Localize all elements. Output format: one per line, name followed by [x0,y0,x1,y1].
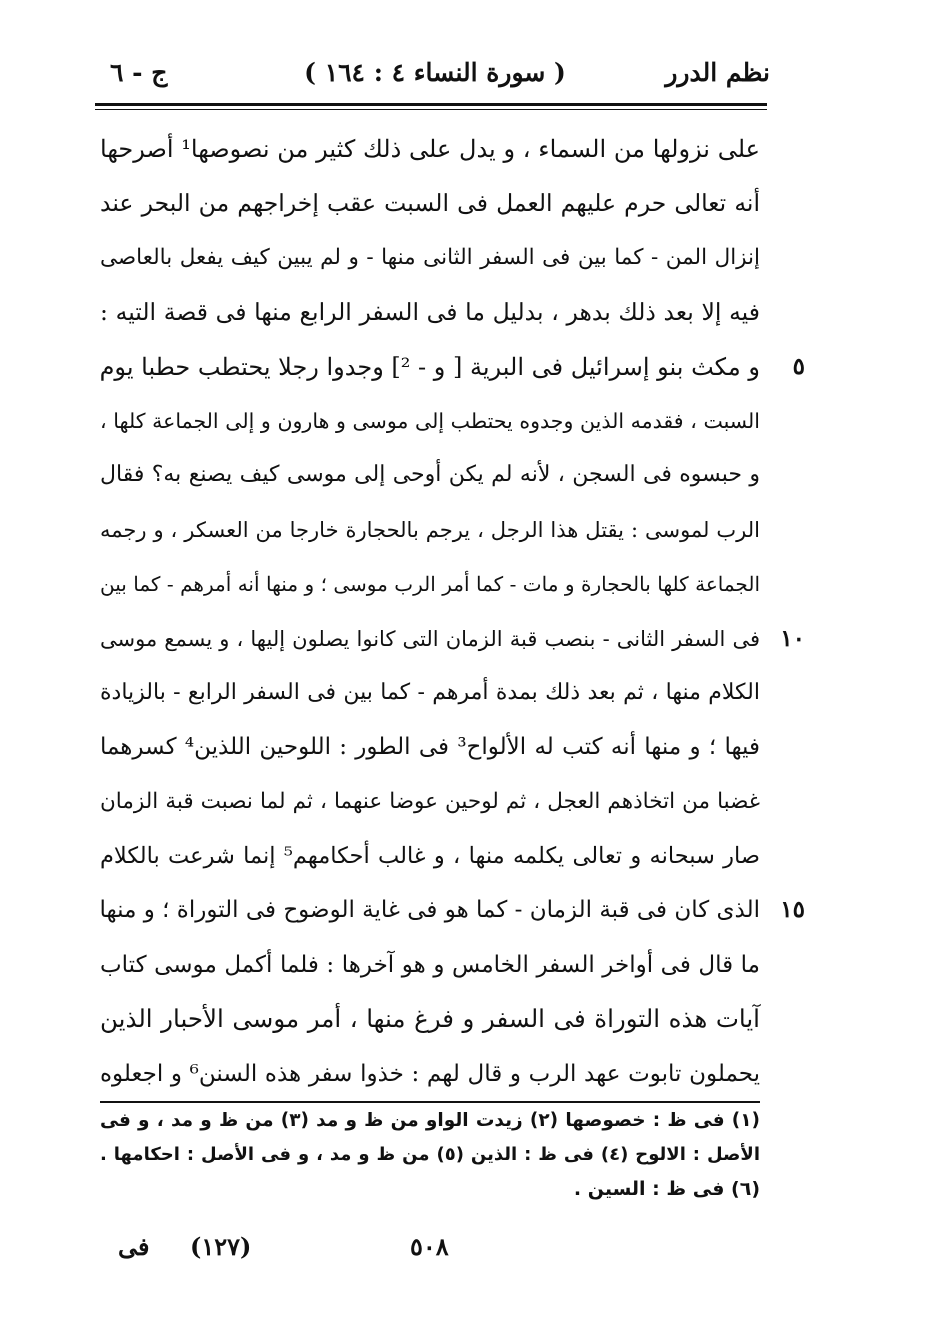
text-line [100,829,760,883]
text-line [100,992,760,1046]
volume-number: ج - ٦ [110,58,168,87]
header-rule-thin [95,109,767,110]
text-line [100,503,760,557]
text-line [100,122,760,176]
text-line [100,285,760,339]
catchword: فى [118,1232,150,1261]
page-number: ٥٠٨ [410,1232,449,1261]
header-rule [95,103,767,106]
line-text: الذى كان فى قبة الزمان - كما هو فى غاية الوضوح فى التوراة ؛ و منها [99,897,760,924]
text-line [99,883,805,937]
line-text: ما قال فى أواخر السفر الخامس و هو آخرها : فلما أكمل موسى كتاب [100,951,760,978]
line-text: يحملون تابوت عهد الرب و قال لهم : خذوا سفر هذه السنن⁶ و اجعلوه [100,1060,760,1087]
line-number: ١٥ [780,896,805,924]
line-text: صار سبحانه و تعالى يكلمه منها ، و غالب أحكامهم⁵ إنما شرعت بالكلام [100,843,760,870]
line-text: فيها ؛ و منها أنه كتب له الألواح³ فى الطور : اللوحين اللذين⁴ كسرهما [100,734,760,761]
footnote-line: (١) فى ظ : خصوصها (٢) زيدت الواو من ظ و مد (٣) من ظ و مد ، و فى [100,1110,760,1131]
text-line [100,666,760,720]
line-text: إنزال المن - كما بين فى السفر الثانى منها - و لم يبين كيف يفعل بالعاصى [100,244,760,270]
footnotes [100,1104,760,1206]
line-text: و مكث بنو إسرائيل فى البرية [ و - ²] وجدوا رجلا يحتطب حطبا يوم [99,352,760,381]
text-line [100,176,760,230]
line-number: ١٠ [780,624,805,652]
part-marker: (١٢٧) [190,1232,252,1261]
text-line [100,720,760,774]
line-text: فى السفر الثانى - بنصب قبة الزمان التى كانوا يصلون إليها ، و يسمع موسى [100,626,760,651]
surah-reference: ( سورة النساء ٤ : ١٦٤ ) [304,58,566,87]
text-line [100,938,760,992]
footnote-rule [100,1101,760,1103]
line-text: أنه تعالى حرم عليهم العمل فى السبت عقب إخراجهم من البحر عند [100,189,760,218]
line-text: الجماعة كلها بالحجارة و مات - كما أمر الرب موسى ؛ و منها أنه أمرهم - كما بين [100,572,760,597]
main-text [99,122,805,1101]
text-line [100,612,805,666]
footnote-line: (٦) فى ظ : السين . [573,1178,760,1200]
text-line [100,231,760,285]
line-text: على نزولها من السماء ، و يدل على ذلك كثير من نصوصها¹ أصرحها [100,135,760,163]
text-line [100,394,760,448]
text-line [100,1047,760,1101]
text-line [99,340,805,394]
book-title: نظم الدرر [665,58,770,87]
text-line [100,557,760,611]
page-footer [100,1232,760,1272]
text-line [100,448,760,502]
line-number: ٥ [792,352,805,380]
line-text: الكلام منها ، ثم بعد ذلك بمدة أمرهم - كما بين فى السفر الرابع - بالزيادة [100,679,760,705]
text-line [100,775,760,829]
line-text: غضبا من اتخاذهم العجل ، ثم لوحين عوضا عنهما ، ثم لما نصبت قبة الزمان [100,788,760,814]
line-text: الرب لموسى : يقتل هذا الرجل ، يرجم بالحجارة خارجا من العسكر ، و رجمه [100,517,760,542]
line-text: فيه إلا بعد ذلك بدهر ، بدليل ما فى السفر الرابع منها فى قصة التيه : [100,298,760,327]
line-text: و حبسوه فى السجن ، لأنه لم يكن أوحى إلى موسى كيف يصنع به؟ فقال [100,462,760,488]
line-text: السبت ، فقدمه الذين وجدوه يحتطب إلى موسى و هارون و إلى الجماعة كلها ، [100,408,760,433]
running-header [100,58,770,98]
line-text: آيات هذه التوراة فى السفر و فرغ منها ، أمر موسى الأحبار الذين [100,1004,760,1034]
footnote-line: الأصل : الالوح (٤) فى ظ : الذين (٥) من ظ و مد ، و فى الأصل : احكامها . [100,1144,760,1165]
